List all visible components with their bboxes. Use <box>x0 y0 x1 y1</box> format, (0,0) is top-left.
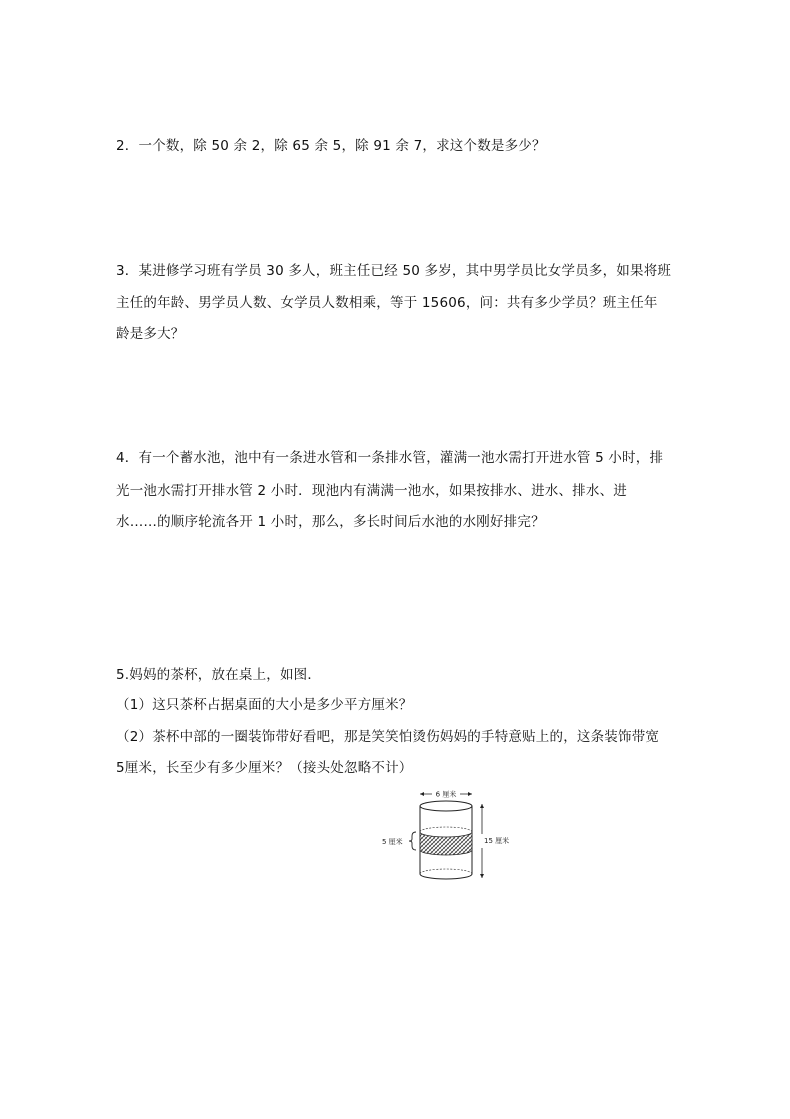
teacup-diagram <box>378 782 518 890</box>
band-dimension <box>382 832 416 850</box>
question-5-intro: 5.妈妈的茶杯，放在桌上，如图． <box>116 667 322 683</box>
height-dimension <box>477 804 509 878</box>
height-label: 15 厘米 <box>484 837 510 845</box>
question-5-sub-2-line-1: （2）茶杯中部的一圈装饰带好看吧，那是笑笑怕烫伤妈妈的手特意贴上的，这条装饰带宽 <box>116 729 660 745</box>
question-5-sub-2-line-2: 5厘米，长至少有多少厘米？（接头处忽略不计） <box>116 760 413 776</box>
question-4-line-2: 光一池水需打开排水管 2 小时．现池内有满满一池水，如果按排水、进水、排水、进 <box>116 483 627 499</box>
width-label: 6 厘米 <box>435 790 457 799</box>
question-3-line-1: 3．某进修学习班有学员 30 多人，班主任已经 50 多岁，其中男学员比女学员多，如果将班 <box>116 263 672 279</box>
decorative-band <box>420 832 472 855</box>
cup-body <box>420 801 472 879</box>
question-3-line-3: 龄是多大？ <box>116 326 185 342</box>
question-4-line-1: 4．有一个蓄水池，池中有一条进水管和一条排水管，灌满一池水需打开进水管 5 小时，排 <box>116 450 664 466</box>
question-5-sub-1: （1）这只茶杯占据桌面的大小是多少平方厘米？ <box>116 697 413 713</box>
question-3-line-2: 主任的年龄、男学员人数、女学员人数相乘，等于 15606，问：共有多少学员？班主任年 <box>116 295 658 311</box>
question-4-line-3: 水……的顺序轮流各开 1 小时，那么，多长时间后水池的水刚好排完？ <box>116 514 545 530</box>
width-dimension <box>420 789 472 799</box>
band-label: 5 厘米 <box>382 838 403 846</box>
question-2-text: 2．一个数，除 50 余 2，除 65 余 5，除 91 余 7，求这个数是多少？ <box>116 138 546 154</box>
